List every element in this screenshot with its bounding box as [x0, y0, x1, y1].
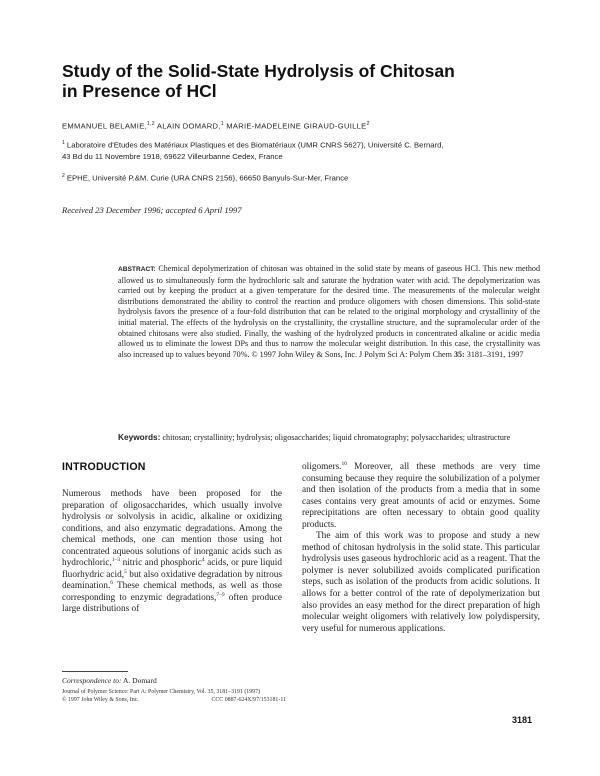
- paper-title-line-2: in Presence of HCl: [62, 81, 217, 101]
- affiliation-2: [62, 171, 542, 184]
- page-number: 3181: [512, 715, 533, 725]
- reference-marker: 5: [124, 568, 127, 575]
- author-name: EMMANUEL BELAMIE,: [62, 121, 147, 131]
- ccc-code: CCC 0887-624X/97/153181-11: [211, 696, 286, 703]
- body-text: These chemical methods, as well as those corresponding to enzymic degradations,: [62, 581, 282, 603]
- reference-marker: 10: [341, 460, 348, 467]
- body-text: but also oxidative degradation by nitrous deamination.: [62, 569, 282, 592]
- copyright-note: © 1997 John Wiley & Sons, Inc.: [62, 696, 139, 703]
- affiliation-text: 43 Bd du 11 Novembre 1918, 69622 Villeurbanne Cedex, France: [62, 152, 283, 162]
- author-affiliation-marker: 2: [366, 121, 370, 127]
- intro-column-right: [302, 462, 540, 635]
- body-text: Numerous methods have been proposed for the preparation of oligosaccharides, which usually involve hydrolysis or solvolysis in acidic, alkaline or oxidizing conditions, and also enzymatic degradations. Among the chemical methods, one can mention those using hot concentrated aqueous solutions of inorganic acids such as hydrochloric,: [62, 489, 282, 569]
- keywords-text: chitosan; crystallinity; hydrolysis; oligosaccharides; liquid chromatography; polysaccharides; ultrastructure: [162, 433, 511, 442]
- body-text: acids, or pure liquid fluorhydric acid,: [62, 558, 283, 580]
- reference-marker: 7–9: [216, 591, 225, 598]
- affiliation-marker: 1: [62, 140, 65, 146]
- received-dates: Received 23 December 1996; accepted 6 April 1997: [62, 205, 242, 215]
- body-text: Moreover, all these methods are very time consuming because they require the solubilization of a polymer and then isolation of the products from a media that in some cases contains very great amounts of acid or enzymes. Some reprecipitations are often necessary to obtain good quality products.: [302, 462, 540, 530]
- paper-title-line-1: Study of the Solid-State Hydrolysis of Chitosan: [62, 61, 455, 81]
- correspondence-note: [62, 676, 157, 685]
- journal-info: [62, 689, 286, 704]
- affiliation-text: EPHE, Université P.&M. Curie (URA CNRS 2156), 66650 Banyuls-Sur-Mer, France: [66, 173, 349, 183]
- reference-marker: 6: [110, 580, 114, 587]
- author-affiliation-marker: 1: [220, 121, 224, 127]
- body-text: nitric and phosphoric: [122, 558, 202, 569]
- author-name: ALAIN DOMARD,: [156, 121, 221, 131]
- paper-title: [62, 61, 542, 101]
- section-heading-introduction: INTRODUCTION: [62, 461, 146, 473]
- keywords-label: Keywords:: [118, 432, 161, 442]
- reference-marker: 1–3: [111, 557, 121, 564]
- intro-column-left: [62, 489, 282, 616]
- body-text: often produce large distributions of: [62, 592, 283, 615]
- citation-pages: 3181–3191, 1997: [466, 349, 524, 359]
- journal-citation: Journal of Polymer Science: Part A: Polymer Chemistry, Vol. 35, 3181–3191 (1997): [62, 689, 261, 695]
- correspondence-label: Correspondence to:: [62, 676, 122, 685]
- journal-info-line: [62, 697, 286, 705]
- footnote-divider: [62, 671, 128, 672]
- affiliation-marker: 2: [62, 173, 65, 179]
- abstract-text: Chemical depolymerization of chitosan was obtained in the solid state by means of gaseous HCl. This new method allowed us to simultaneously form the hydrochloric salt and saturate the hydration water with acid. The depolymerization was carried out by keeping the product at a given temperature for the desired time. The measurements of the molecular weight distributions demonstrated the ability to control the reaction and produce oligomers with chosen dimensions. This solid-state hydrolysis favors the presence of a four-fold distribution that can be related to the original morphology and crystallinity of the initial material. The effects of the hydrolysis on the crystallinity, the crystalline structure, and the supramolecular order of the obtained chitosans were also studied. Finally, the washing of the hydrolyzed products in concentrated alkaline or acidic media allowed us to eliminate the lowest DPs and thus to narrow the molecular weight distribution. In this case, the crystallinity was also increased up to values beyond 70%. © 1997 John Wiley & Sons, Inc. J Polym Sci A: Polym Chem: [118, 264, 541, 359]
- body-text: oligomers.: [302, 462, 342, 472]
- author-list: [62, 121, 542, 131]
- paragraph: The aim of this work was to propose and study a new method of chitosan hydrolysis in the solid state. This particular hydrolysis uses gaseous hydrochloric acid as a reagent. That the polymer is never solubilized avoids complicated purification steps, such as isolation of the products from acidic solutions. It allows for a better control of the rate of depolymerization but also provides an easy method for the direct preparation of high molecular weight oligomers with relatively low polydispersity, very useful for numerous applications.: [302, 531, 540, 634]
- abstract: [118, 264, 540, 360]
- keywords: [118, 432, 540, 444]
- reference-marker: 4: [201, 557, 205, 564]
- affiliation-1: [62, 138, 542, 163]
- abstract-label: ABSTRACT:: [118, 266, 156, 273]
- paragraph: [302, 462, 540, 531]
- affiliation-text: Laboratoire d'Etudes des Matériaux Plastiques et des Biomatériaux (UMR CNRS 5627), Université C. Bernard,: [66, 140, 444, 150]
- correspondence-name: A. Domard: [122, 676, 157, 685]
- journal-info-line: [62, 689, 286, 697]
- citation-volume: 35:: [453, 349, 465, 359]
- author-name: MARIE-MADELEINE GIRAUD-GUILLE: [226, 121, 367, 131]
- author-affiliation-marker: 1,2: [147, 121, 155, 127]
